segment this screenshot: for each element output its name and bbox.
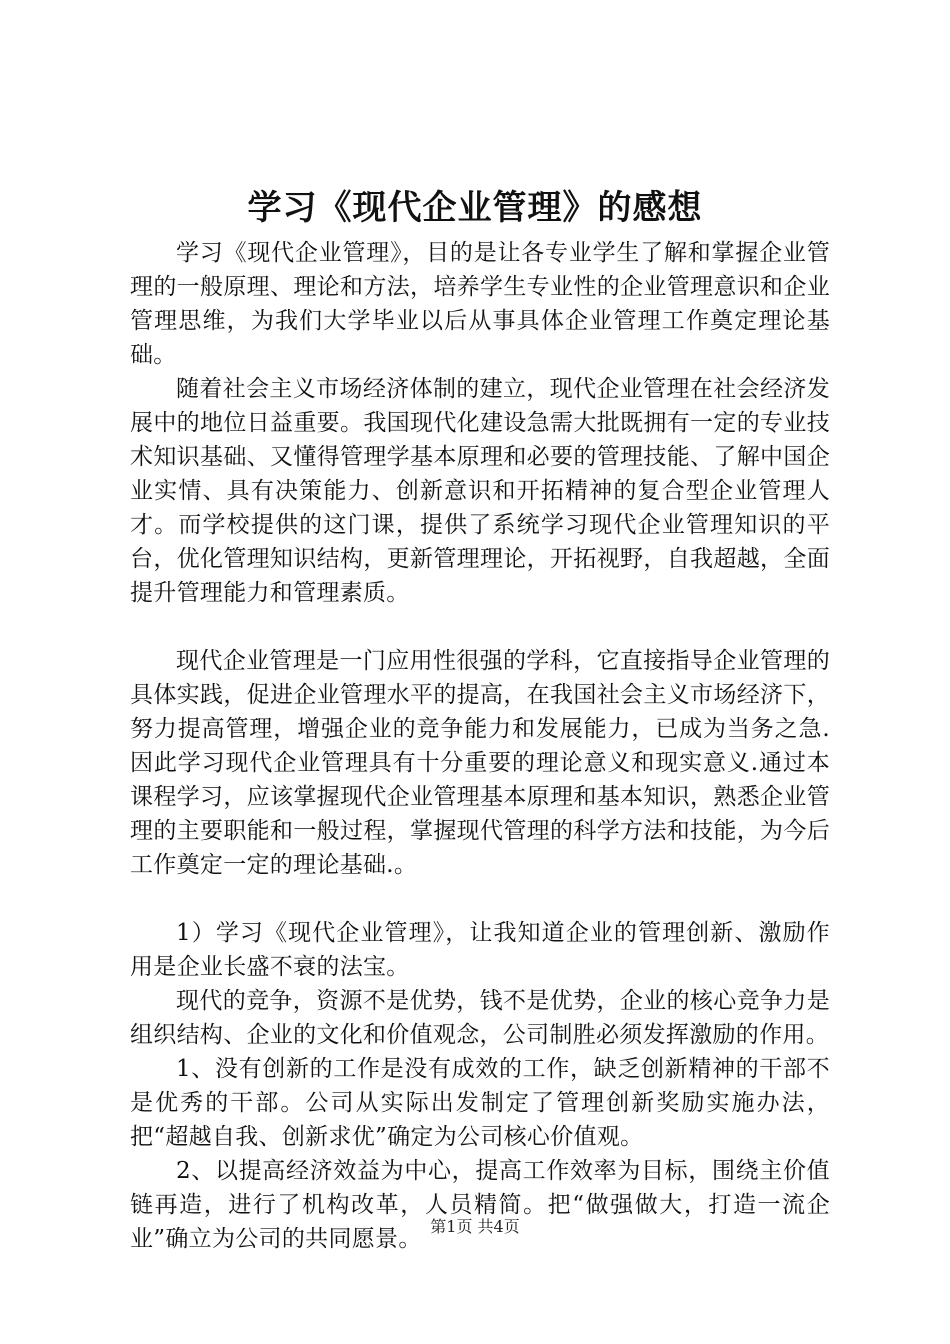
paragraph-3: 现代企业管理是一门应用性很强的学科，它直接指导企业管理的具体实践，促进企业管理水平的提高，在我国社会主义市场经济下，努力提高管理，增强企业的竞争能力和发展能力，已成为当务之急.因此学习现代企业管理具有十分重要的理论意义和现实意义.通过本课程学习，应该掌握现代企业管理基本原理和基本知识，熟悉企业管理的主要职能和一般过程，掌握现代管理的科学方法和技能，为今后工作奠定一定的理论基础.。 xyxy=(130,648,830,878)
paragraph-5: 现代的竞争，资源不是优势，钱不是优势，企业的核心竞争力是组织结构、企业的文化和价值观念，公司制胜必须发挥激励的作用。 xyxy=(130,988,830,1048)
paragraph-2: 随着社会主义市场经济体制的建立，现代企业管理在社会经济发展中的地位日益重要。我国现代化建设急需大批既拥有一定的专业技术知识基础、又懂得管理学基本原理和必要的管理技能、了解中国企业实情、具有决策能力、创新意识和开拓精神的复合型企业管理人才。而学校提供的这门课，提供了系统学习现代企业管理知识的平台，优化管理知识结构，更新管理理论，开拓视野，自我超越，全面提升管理能力和管理素质。 xyxy=(130,376,830,606)
page-number-footer: 第1页 共4页 xyxy=(430,1217,520,1236)
paragraph-7: 2、以提高经济效益为中心，提高工作效率为目标，围绕主价值链再造，进行了机构改革，人员精简。把“做强做大，打造一流企业”确立为公司的共同愿景。 xyxy=(130,1158,830,1252)
paragraph-6: 1、没有创新的工作是没有成效的工作，缺乏创新精神的干部不是优秀的干部。公司从实际出发制定了管理创新奖励实施办法，把“超越自我、创新求优”确定为公司核心价值观。 xyxy=(130,1056,830,1150)
paragraph-spacer xyxy=(130,610,830,644)
paragraph-spacer xyxy=(130,882,830,916)
paragraph-4: 1）学习《现代企业管理》，让我知道企业的管理创新、激励作用是企业长盛不衰的法宝。 xyxy=(130,920,830,980)
paragraph-1: 学习《现代企业管理》，目的是让各专业学生了解和掌握企业管理的一般原理、理论和方法，培养学生专业性的企业管理意识和企业管理思维，为我们大学毕业以后从事具体企业管理工作奠定理论基础。 xyxy=(130,240,830,368)
page-title: 学习《现代企业管理》的感想 xyxy=(247,188,703,228)
document-body xyxy=(130,236,830,1256)
